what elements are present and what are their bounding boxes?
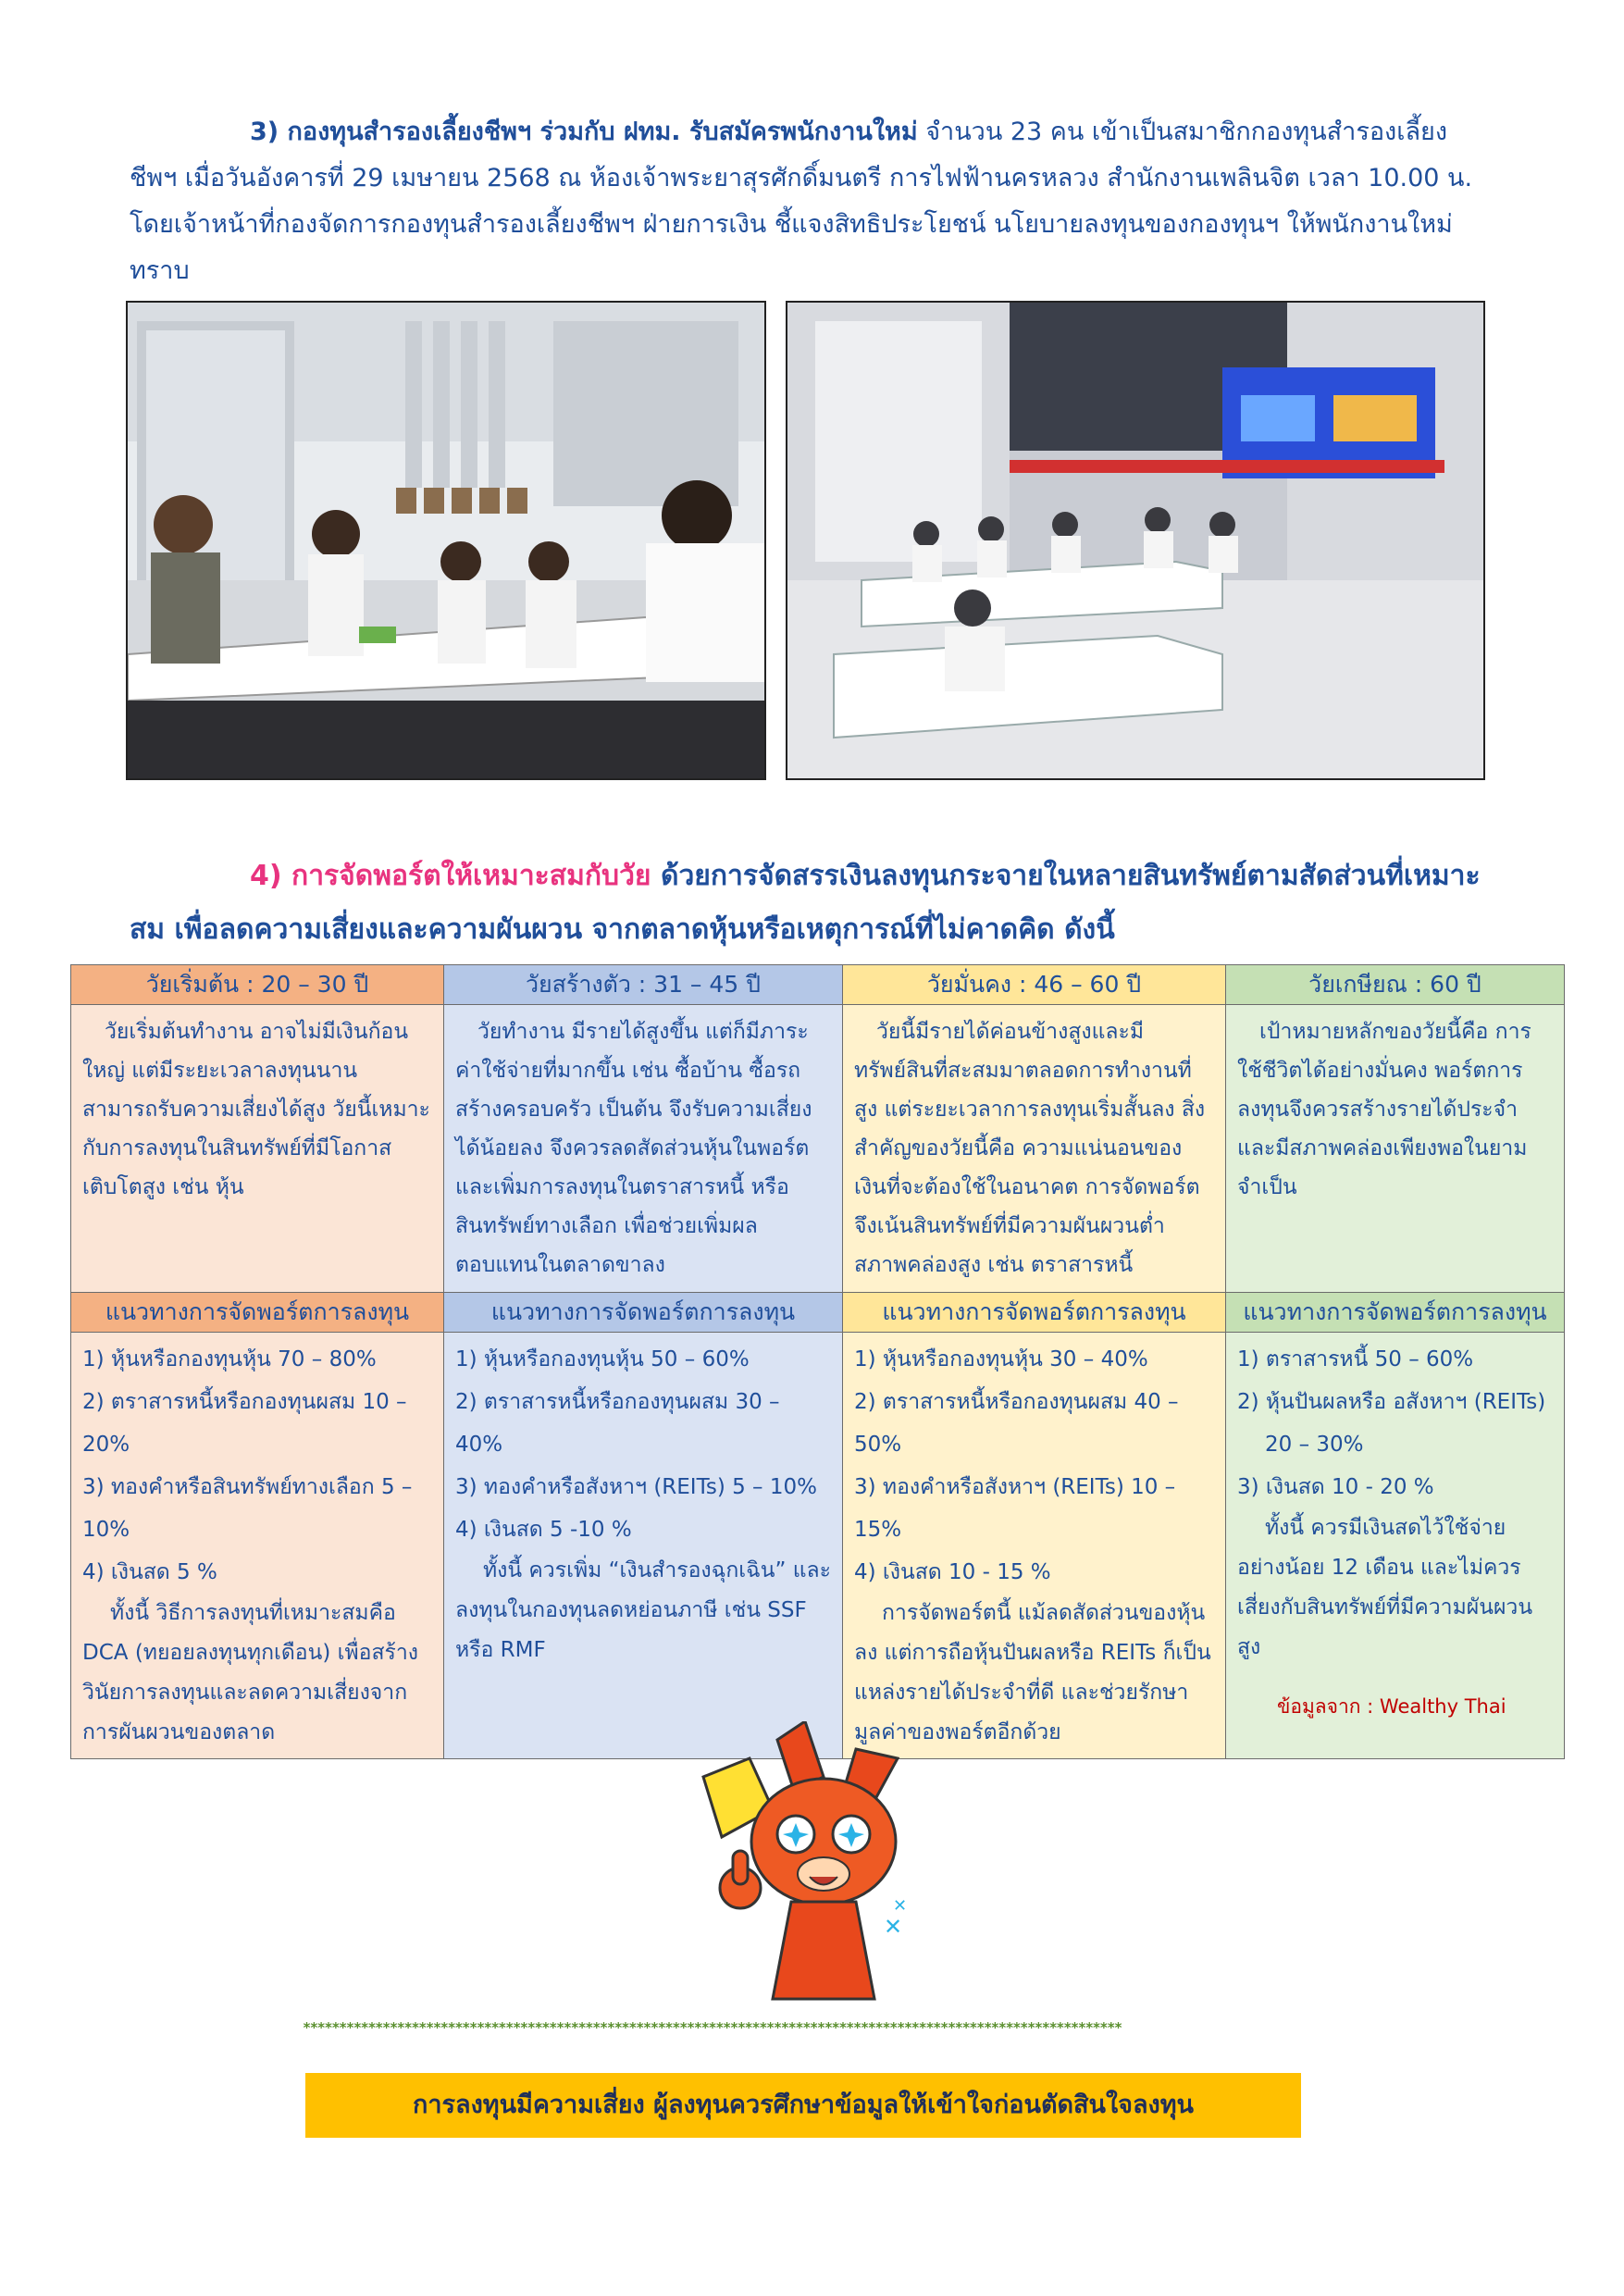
guide-cell xyxy=(843,1333,1226,1759)
table-guide-header-row xyxy=(71,1293,1565,1333)
guide-item: 4) เงินสด 5 -10 % xyxy=(455,1518,632,1542)
description-text: เป้าหมายหลักของวัยนี้คือ การใช้ชีวิตได้อย่างมั่นคง พอร์ตการลงทุนจึงควรสร้างรายได้ประจำ และมีสภาพคล่องเพียงพอในยามจำเป็น xyxy=(1237,1020,1531,1199)
guide-header: แนวทางการจัดพอร์ตการลงทุน xyxy=(444,1293,843,1333)
description-text: วัยเริ่มต้นทำงาน อาจไม่มีเงินก้อนใหญ่ แต่มีระยะเวลาลงทุนนาน สามารถรับความเสี่ยงได้สูง วัยนี้เหมาะกับการลงทุนในสินทรัพย์ที่มีโอกาสเติบโตสูง เช่น หุ้น xyxy=(82,1020,430,1199)
svg-text:✕: ✕ xyxy=(884,1914,903,1940)
description-text: วัยทำงาน มีรายได้สูงขึ้น แต่ก็มีภาระค่าใช้จ่ายที่มากขึ้น เช่น ซื้อบ้าน ซื้อรถ สร้างครอบครัว เป็นต้น จึงรับความเสี่ยงได้น้อยลง จึงควรลดสัดส่วนหุ้นในพอร์ต และเพิ่มการลงทุนในตราสารหนี้ หรือสินทรัพย์ทางเลือก เพื่อช่วยเพิ่มผลตอบแทนในตลาดขาลง xyxy=(455,1020,812,1277)
section3-paragraph xyxy=(130,109,1481,294)
description-text: วัยนี้มีรายได้ค่อนข้างสูงและมีทรัพย์สินที่สะสมมาตลอดการทำงานที่สูง แต่ระยะเวลาการลงทุนเริ่มสั้นลง สิ่งสำคัญของวัยนี้คือ ความแน่นอนของเงินที่จะต้องใช้ในอนาคต การจัดพอร์ตจึงเน้นสินทรัพย์ที่มีความผันผวนต่ำ สภาพคล่องสูง เช่น ตราสารหนี้ xyxy=(854,1020,1206,1277)
description-cell xyxy=(843,1005,1226,1293)
guide-note-text: การจัดพอร์ตนี้ แม้ลดสัดส่วนของหุ้นลง แต่การถือหุ้นปันผลหรือ REITs ก็เป็นแหล่งรายได้ประจำที่ดี และช่วยรักษามูลค่าของพอร์ตอีกด้วย xyxy=(854,1601,1211,1744)
guide-item: 2) ตราสารหนี้หรือกองทุนผสม 10 – 20% xyxy=(82,1390,407,1457)
description-cell xyxy=(1226,1005,1565,1293)
source-credit: ข้อมูลจาก : Wealthy Thai xyxy=(1277,1695,1506,1718)
guide-item: 2) หุ้นปันผลหรือ อสังหาฯ (REITs) xyxy=(1237,1390,1546,1414)
guide-note xyxy=(455,1551,831,1670)
guide-item-continued: 20 – 30% xyxy=(1265,1433,1364,1457)
guide-note-text: ทั้งนี้ วิธีการลงทุนที่เหมาะสมคือ DCA (ทยอยลงทุนทุกเดือน) เพื่อสร้างวินัยการลงทุนและลดความเสี่ยงจากการผันผวนของตลาด xyxy=(82,1601,419,1744)
guide-item: 4) เงินสด 10 - 15 % xyxy=(854,1560,1051,1584)
photo-attendees xyxy=(126,301,766,780)
guide-item: 3) เงินสด 10 - 20 % xyxy=(1237,1475,1434,1499)
guide-header: แนวทางการจัดพอร์ตการลงทุน xyxy=(71,1293,444,1333)
mascot-illustration xyxy=(685,1721,925,2026)
table-header-row xyxy=(71,965,1565,1005)
guide-note-text: ทั้งนี้ ควรมีเงินสดไว้ใช้จ่ายอย่างน้อย 12 เดือน และไม่ควรเสี่ยงกับสินทรัพย์ที่มีความผันผวนสูง xyxy=(1237,1516,1533,1659)
guide-header: แนวทางการจัดพอร์ตการลงทุน xyxy=(843,1293,1226,1333)
guide-item: 3) ทองคำหรือสินทรัพย์ทางเลือก 5 – 10% xyxy=(82,1475,413,1542)
guide-item: 1) ตราสารหนี้ 50 – 60% xyxy=(1237,1347,1474,1371)
guide-item: 3) ทองคำหรือสังหาฯ (REITs) 5 – 10% xyxy=(455,1475,817,1499)
guide-item: 1) หุ้นหรือกองทุนหุ้น 70 – 80% xyxy=(82,1347,377,1371)
age-portfolio-table xyxy=(70,964,1565,1759)
photo-presentation-room xyxy=(786,301,1485,780)
header-stable-age: วัยมั่นคง : 46 – 60 ปี xyxy=(843,965,1226,1005)
svg-text:✕: ✕ xyxy=(893,1896,908,1916)
guide-item: 2) ตราสารหนี้หรือกองทุนผสม 40 – 50% xyxy=(854,1390,1179,1457)
guide-note xyxy=(82,1594,432,1753)
section3-lead: 3) กองทุนสำรองเลี้ยงชีพฯ ร่วมกับ ฝทม. รับสมัครพนักงานใหม่ xyxy=(250,118,918,146)
description-cell xyxy=(71,1005,444,1293)
header-early-age: วัยเริ่มต้น : 20 – 30 ปี xyxy=(71,965,444,1005)
section4-body: ด้วยการจัดสรรเงินลงทุนกระจายในหลายสินทรัพย์ตามสัดส่วนที่เหมาะสม เพื่อลดความเสี่ยงและความผันผวน จากตลาดหุ้นหรือเหตุการณ์ที่ไม่คาดคิด ดังนี้ xyxy=(130,860,1481,946)
guide-cell xyxy=(71,1333,444,1759)
guide-header: แนวทางการจัดพอร์ตการลงทุน xyxy=(1226,1293,1565,1333)
star-divider: ***************************************************************************************************************** xyxy=(303,2019,1122,2036)
table-description-row xyxy=(71,1005,1565,1293)
section3-body: จำนวน 23 คน เข้าเป็นสมาชิกกองทุนสำรองเลี้ยงชีพฯ เมื่อวันอังคารที่ 29 เมษายน 2568 ณ ห้องเจ้าพระยาสุรศักดิ์มนตรี การไฟฟ้านครหลวง สำนักงานเพลินจิต เวลา 10.00 น. โดยเจ้าหน้าที่กองจัดการกองทุนสำรองเลี้ยงชีพฯ ฝ่ายการเงิน ชี้แจงสิทธิประโยชน์ นโยบายลงทุนของกองทุนฯ ให้พนักงานใหม่ทราบ xyxy=(130,118,1473,285)
guide-item: 1) หุ้นหรือกองทุนหุ้น 50 – 60% xyxy=(455,1347,750,1371)
investment-risk-warning: การลงทุนมีความเสี่ยง ผู้ลงทุนควรศึกษาข้อมูลให้เข้าใจก่อนตัดสินใจลงทุน xyxy=(305,2073,1301,2138)
guide-note xyxy=(1237,1508,1553,1668)
description-cell xyxy=(444,1005,843,1293)
section4-paragraph xyxy=(130,850,1490,957)
guide-item: 4) เงินสด 5 % xyxy=(82,1560,217,1584)
guide-item: 2) ตราสารหนี้หรือกองทุนผสม 30 – 40% xyxy=(455,1390,780,1457)
guide-item: 3) ทองคำหรือสังหาฯ (REITs) 10 – 15% xyxy=(854,1475,1176,1542)
guide-item: 1) หุ้นหรือกองทุนหุ้น 30 – 40% xyxy=(854,1347,1148,1371)
header-building-age: วัยสร้างตัว : 31 – 45 ปี xyxy=(444,965,843,1005)
guide-note-text: ทั้งนี้ ควรเพิ่ม “เงินสำรองฉุกเฉิน” และลงทุนในกองทุนลดหย่อนภาษี เช่น SSF หรือ RMF xyxy=(455,1558,831,1662)
section4-highlight: 4) การจัดพอร์ตให้เหมาะสมกับวัย xyxy=(250,860,651,892)
header-retirement-age: วัยเกษียณ : 60 ปี xyxy=(1226,965,1565,1005)
guide-cell xyxy=(444,1333,843,1759)
